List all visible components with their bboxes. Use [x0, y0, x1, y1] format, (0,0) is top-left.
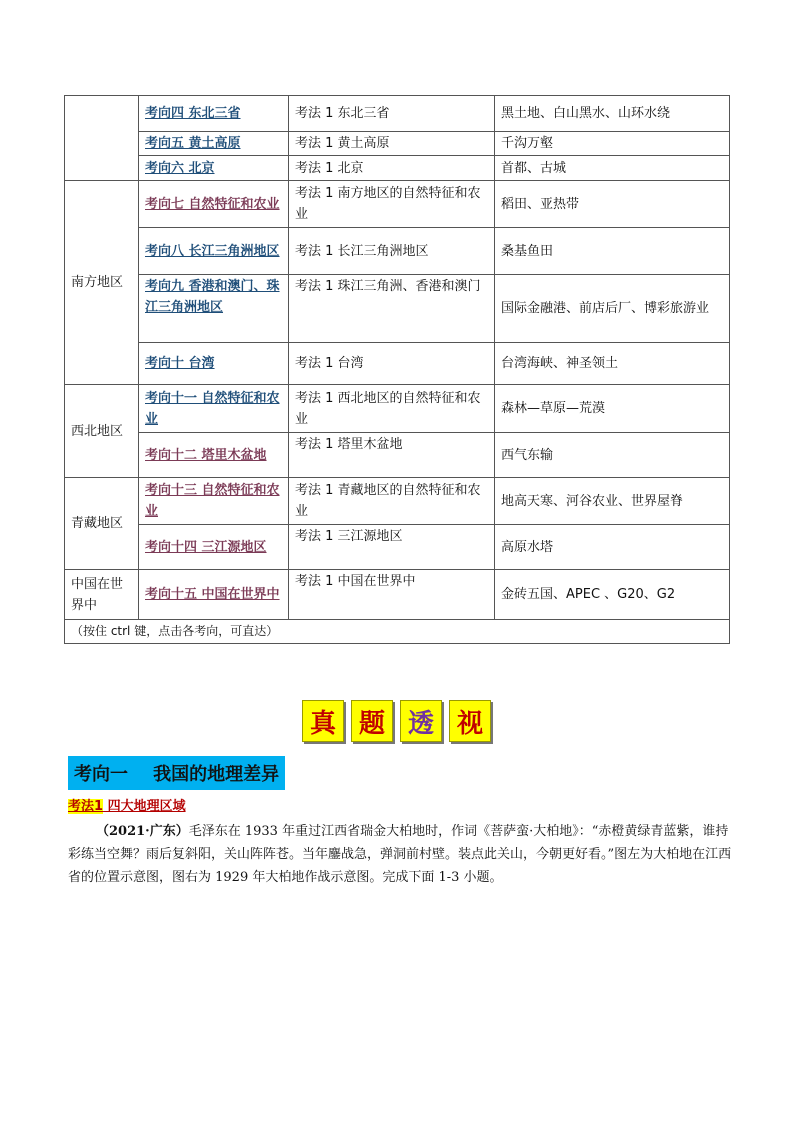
section-title: 考向一 我国的地理差异 — [68, 756, 285, 790]
method-cell: 考法 1 长江三角洲地区 — [289, 228, 495, 275]
method-cell: 考法 1 中国在世界中 — [289, 570, 495, 620]
table-row — [65, 433, 730, 478]
question-source: （2021·广东） — [96, 824, 189, 839]
topic-link[interactable]: 考向十一 自然特征和农业 — [145, 390, 280, 427]
keywords-cell: 国际金融港、前店后厂、博彩旅游业 — [495, 275, 730, 343]
keywords-cell: 台湾海峡、神圣领土 — [495, 343, 730, 385]
method-cell: 考法 1 北京 — [289, 156, 495, 181]
method-cell: 考法 1 台湾 — [289, 343, 495, 385]
keywords-cell: 森林—草原—荒漠 — [495, 385, 730, 433]
table-row — [65, 156, 730, 181]
topic-link[interactable]: 考向十四 三江源地区 — [145, 539, 267, 555]
method-heading — [68, 795, 186, 814]
table-row — [65, 181, 730, 228]
table-row — [65, 228, 730, 275]
topic-link[interactable]: 考向七 自然特征和农业 — [145, 196, 280, 212]
table-row — [65, 525, 730, 570]
topic-link[interactable]: 考向五 黄土高原 — [145, 136, 241, 151]
table-row — [65, 385, 730, 433]
method-text: 四大地理区域 — [103, 799, 186, 814]
method-cell: 考法 1 东北三省 — [289, 96, 495, 132]
keywords-cell: 黑土地、白山黑水、山环水绕 — [495, 96, 730, 132]
method-cell: 考法 1 西北地区的自然特征和农业 — [289, 385, 495, 433]
topic-link[interactable]: 考向十三 自然特征和农业 — [145, 483, 280, 519]
region-cell: 青藏地区 — [65, 478, 139, 570]
keywords-cell: 金砖五国、APEC 、G20、G2 — [495, 570, 730, 620]
keywords-cell: 地高天寒、河谷农业、世界屋脊 — [495, 478, 730, 525]
banner-char: 真 — [302, 700, 344, 742]
keywords-cell: 稻田、亚热带 — [495, 181, 730, 228]
method-cell: 考法 1 南方地区的自然特征和农业 — [289, 181, 495, 228]
method-cell: 考法 1 塔里木盆地 — [289, 433, 495, 478]
topic-link[interactable]: 考向十二 塔里木盆地 — [145, 447, 267, 463]
table-row — [65, 620, 730, 644]
region-cell: 南方地区 — [65, 181, 139, 385]
topic-link[interactable]: 考向九 香港和澳门、珠江三角洲地区 — [145, 279, 280, 315]
method-label: 考法1 — [68, 799, 104, 814]
question-paragraph — [68, 820, 736, 889]
question-text: 毛泽东在 1933 年重过江西省瑞金大柏地时，作词《菩萨蛮·大柏地》：“赤橙黄绿青蓝紫，谁持彩练当空舞？雨后复斜阳，关山阵阵苍。当年鏖战急，弹洞前村壁。装点此关山，今朝更好看。”图左为大柏地在江西省的位置示意图，图右为 1929 年大柏地作战示意图。完成下面 1-3 小题。 — [68, 824, 732, 885]
region-cell: 中国在世界中 — [65, 570, 139, 620]
keywords-cell: 千沟万壑 — [495, 132, 730, 156]
banner-char: 视 — [449, 700, 491, 742]
topic-link[interactable]: 考向十五 中国在世界中 — [145, 587, 280, 602]
topic-table — [64, 95, 730, 644]
keywords-cell: 高原水塔 — [495, 525, 730, 570]
keywords-cell: 西气东输 — [495, 433, 730, 478]
table-row — [65, 132, 730, 156]
region-cell — [65, 96, 139, 181]
banner-char: 透 — [400, 700, 442, 742]
keywords-cell: 桑基鱼田 — [495, 228, 730, 275]
banner-char: 题 — [351, 700, 393, 742]
ctrl-click-note: （按住 ctrl 键，点击各考向，可直达） — [65, 620, 730, 644]
topic-link[interactable]: 考向六 北京 — [145, 160, 215, 176]
topic-link[interactable]: 考向四 东北三省 — [145, 106, 241, 121]
real-exam-banner — [302, 700, 491, 742]
method-cell: 考法 1 三江源地区 — [289, 525, 495, 570]
region-cell: 西北地区 — [65, 385, 139, 478]
method-cell: 考法 1 青藏地区的自然特征和农业 — [289, 478, 495, 525]
method-cell: 考法 1 黄土高原 — [289, 132, 495, 156]
topic-link[interactable]: 考向八 长江三角洲地区 — [145, 243, 280, 259]
keywords-cell: 首都、古城 — [495, 156, 730, 181]
table-row — [65, 343, 730, 385]
table-row — [65, 96, 730, 132]
table-row — [65, 570, 730, 620]
table-row — [65, 478, 730, 525]
topic-link[interactable]: 考向十 台湾 — [145, 356, 215, 371]
table-row — [65, 275, 730, 343]
method-cell: 考法 1 珠江三角洲、香港和澳门 — [289, 275, 495, 343]
